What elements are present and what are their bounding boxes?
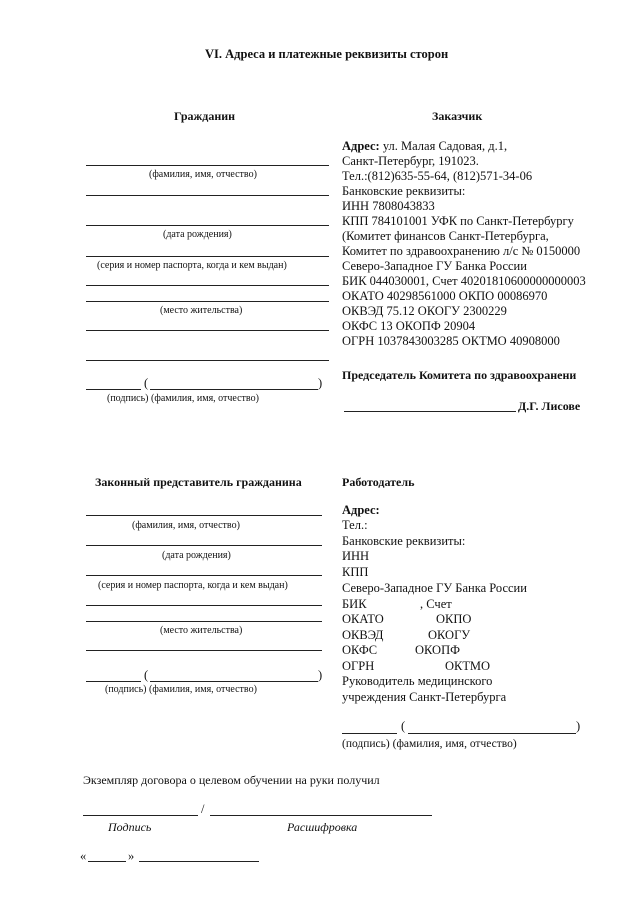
residence-line-3	[86, 360, 329, 361]
employer-paren-close: )	[576, 719, 581, 733]
receipt-text: Экземпляр договора о целевом обучении на руки получил	[83, 773, 380, 787]
rep-dob-caption: (дата рождения)	[162, 550, 231, 561]
employer-kpp: КПП	[342, 565, 369, 579]
rep-residence-caption: (место жительства)	[160, 625, 243, 636]
residence-line	[86, 301, 329, 302]
address-value: ул. Малая Садовая, д.1,	[379, 139, 508, 153]
employer-sign-caption: (подпись) (фамилия, имя, отчество)	[342, 738, 517, 750]
employer-okved: ОКВЭД	[342, 628, 384, 642]
rep-sign-caption: (подпись) (фамилия, имя, отчество)	[105, 684, 257, 695]
fio-line	[86, 165, 329, 166]
employer-okpo: ОКПО	[436, 612, 472, 626]
employer-head-line2: учреждения Санкт-Петербурга	[342, 690, 507, 704]
employer-account: , Счет	[420, 597, 452, 611]
employer-paren-open: (	[401, 719, 406, 733]
sign-caption: (подпись) (фамилия, имя, отчество)	[107, 393, 259, 404]
rep-passport-line	[86, 575, 322, 576]
detail-line: Северо-Западное ГУ Банка России	[342, 259, 527, 273]
paren-open: (	[144, 376, 149, 390]
detail-line: ОГРН 1037843003285 ОКТМО 40908000	[342, 334, 560, 348]
receipt-decoding-line	[210, 815, 432, 816]
dob-line	[86, 225, 329, 226]
quote-close: »	[128, 849, 135, 863]
rep-signature-line	[86, 681, 141, 682]
receipt-slash: /	[201, 802, 205, 816]
rep-paren-open: (	[144, 668, 149, 682]
date-month-line	[139, 861, 259, 862]
quote-open: «	[80, 849, 87, 863]
employer-head-line1: Руководитель медицинского	[342, 674, 493, 688]
rep-fio-caption: (фамилия, имя, отчество)	[132, 520, 240, 531]
employer-tel: Тел.:	[342, 518, 368, 532]
date-day-line	[88, 861, 126, 862]
employer-bank: Банковские реквизиты:	[342, 534, 466, 548]
employer-oktmo: ОКТМО	[445, 659, 490, 673]
detail-line: ОКФС 13 ОКОПФ 20904	[342, 319, 476, 333]
rep-paren-close: )	[318, 668, 323, 682]
citizen-heading: Гражданин	[174, 109, 236, 123]
receipt-signature-line	[83, 815, 198, 816]
signature-label: Подпись	[108, 820, 152, 834]
detail-line: БИК 044030001, Счет 40201810600000000003	[342, 274, 586, 288]
employer-inn: ИНН	[342, 549, 370, 563]
detail-line: Комитет по здравоохранению л/с № 0150000	[342, 244, 581, 258]
rep-fio-line	[86, 515, 322, 516]
employer-bik: БИК	[342, 597, 367, 611]
residence-line-2	[86, 330, 329, 331]
address-label: Адрес:	[342, 139, 380, 153]
detail-line: КПП 784101001 УФК по Санкт-Петербургу	[342, 214, 574, 228]
rep-passport-caption: (серия и номер паспорта, когда и кем выдан)	[98, 580, 288, 591]
customer-heading: Заказчик	[432, 109, 483, 123]
employer-address-label: Адрес:	[342, 503, 380, 517]
employer-okopf: ОКОПФ	[415, 643, 460, 657]
employer-okato: ОКАТО	[342, 612, 384, 626]
rep-residence-line-2	[86, 650, 322, 651]
employer-ogrn: ОГРН	[342, 659, 375, 673]
dob-caption: (дата рождения)	[163, 229, 232, 240]
decoding-label: Расшифровка	[287, 820, 358, 834]
passport-caption: (серия и номер паспорта, когда и кем выдан)	[97, 260, 287, 271]
chairman-signature-line	[344, 411, 516, 412]
detail-line: Тел.:(812)635-55-64, (812)571-34-06	[342, 169, 533, 183]
name-line	[150, 389, 318, 390]
detail-line: ОКАТО 40298561000 ОКПО 00086970	[342, 289, 548, 303]
rep-dob-line	[86, 545, 322, 546]
signature-line	[86, 389, 141, 390]
representative-heading: Законный представитель гражданина	[95, 475, 302, 489]
rep-residence-line	[86, 621, 322, 622]
fio-line-2	[86, 195, 329, 196]
rep-passport-line-2	[86, 605, 322, 606]
chairman-name: Д.Г. Лисове	[518, 399, 581, 413]
detail-line: Банковские реквизиты:	[342, 184, 466, 198]
paren-close: )	[318, 376, 323, 390]
residence-caption: (место жительства)	[160, 305, 243, 316]
detail-line: Санкт-Петербург, 191023.	[342, 154, 479, 168]
detail-line: ИНН 7808043833	[342, 199, 435, 213]
passport-line	[86, 256, 329, 257]
rep-name-line	[150, 681, 318, 682]
employer-okfs: ОКФС	[342, 643, 378, 657]
section-title: VI. Адреса и платежные реквизиты сторон	[205, 47, 449, 61]
employer-signature-line	[342, 733, 397, 734]
fio-caption: (фамилия, имя, отчество)	[149, 169, 257, 180]
detail-line: (Комитет финансов Санкт-Петербурга,	[342, 229, 549, 243]
customer-address	[342, 139, 507, 154]
detail-line: ОКВЭД 75.12 ОКОГУ 2300229	[342, 304, 507, 318]
passport-line-2	[86, 285, 329, 286]
employer-bank-name: Северо-Западное ГУ Банка России	[342, 581, 527, 595]
employer-heading: Работодатель	[342, 475, 415, 489]
employer-name-line	[408, 733, 576, 734]
chairman-title: Председатель Комитета по здравоохранени	[342, 368, 577, 382]
employer-okogu: ОКОГУ	[428, 628, 471, 642]
customer-details	[342, 154, 588, 349]
